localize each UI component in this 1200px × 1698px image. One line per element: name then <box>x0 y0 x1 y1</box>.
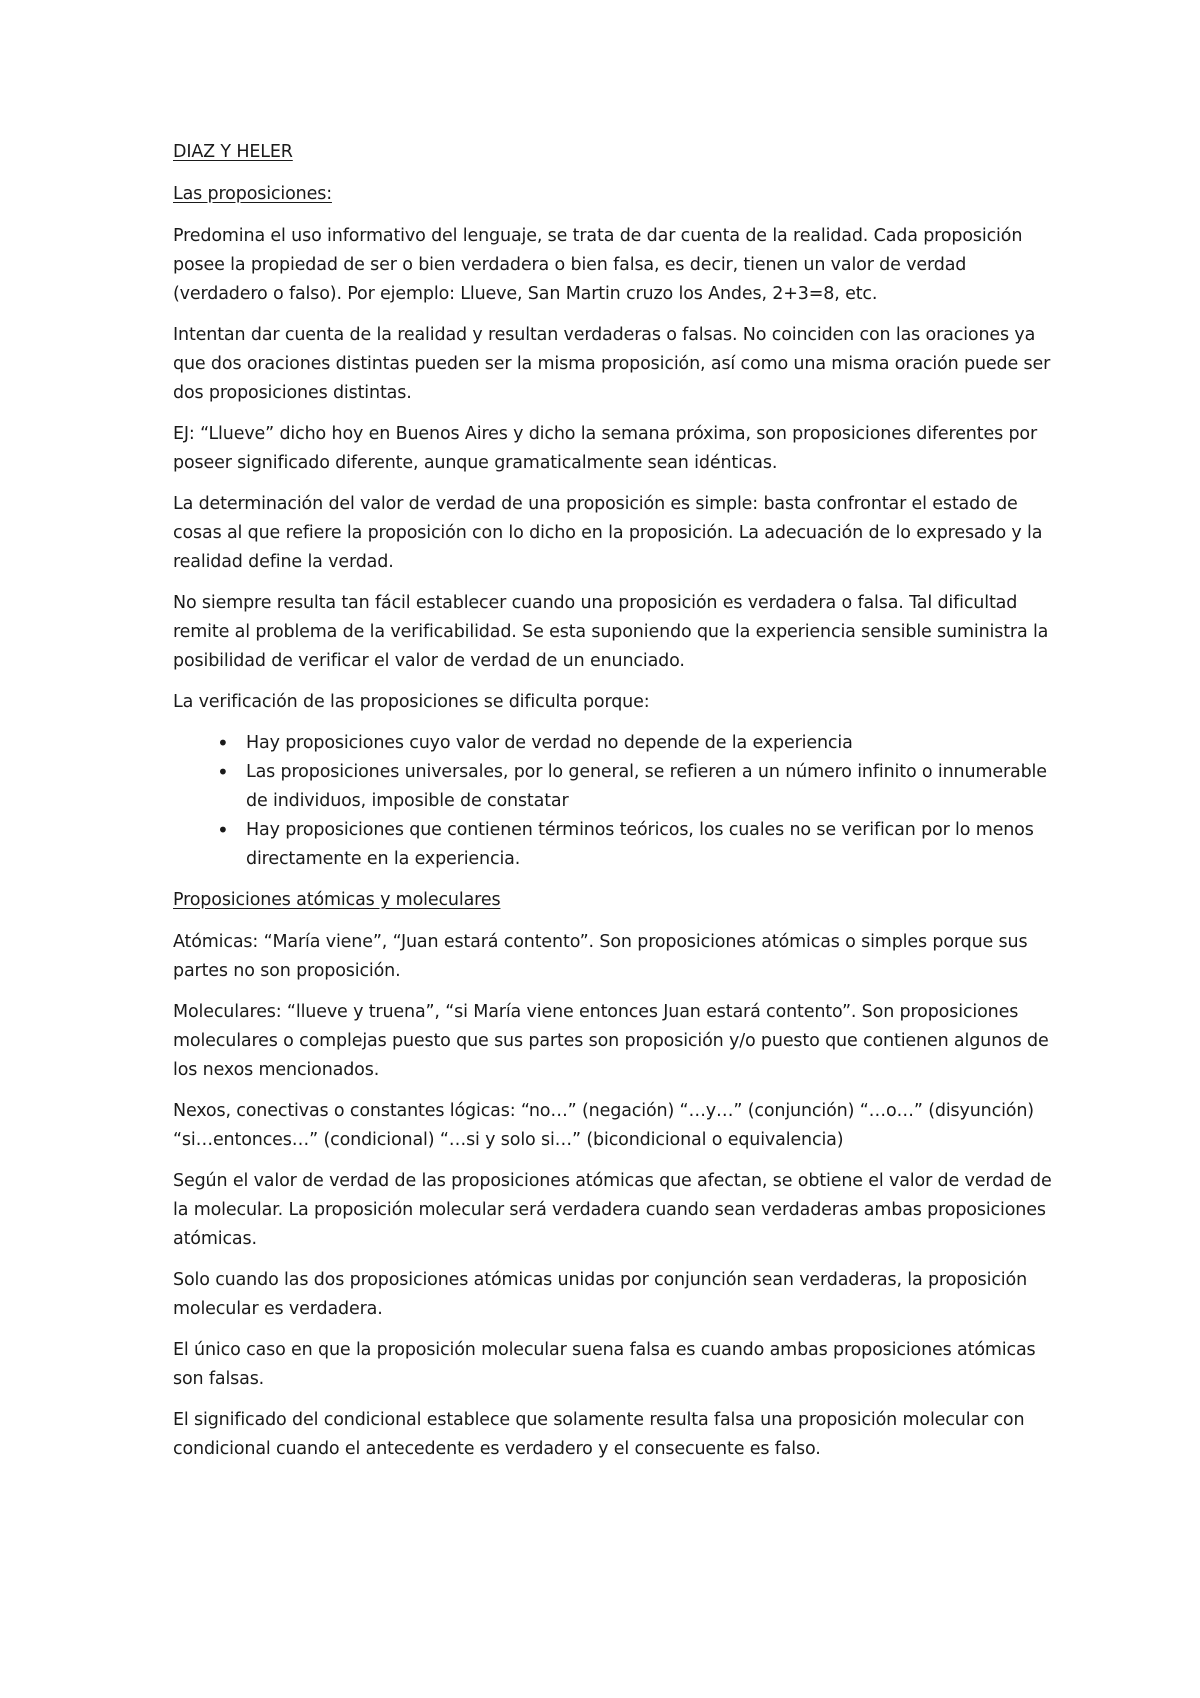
section-heading-proposiciones: Las proposiciones: <box>173 184 332 204</box>
paragraph-8: Moleculares: “llueve y truena”, “si María viene entonces Juan estará contento”. Son proposiciones moleculares o complejas puesto que sus partes son proposición y/o puesto que contienen algunos de los nexos mencionados. <box>173 1002 1049 1080</box>
paragraph-12: El único caso en que la proposición molecular suena falsa es cuando ambas proposiciones atómicas son falsas. <box>173 1340 1036 1389</box>
paragraph-4: La determinación del valor de verdad de una proposición es simple: basta confrontar el estado de cosas al que refiere la proposición con lo dicho en la proposición. La adecuación de lo expresado y la realidad define la verdad. <box>173 494 1043 572</box>
document-title: DIAZ Y HELER <box>173 142 293 162</box>
paragraph-1: Predomina el uso informativo del lenguaje, se trata de dar cuenta de la realidad. Cada proposición posee la propiedad de ser o bien verdadera o bien falsa, es decir, tienen un valor de verdad (verdadero o falso). Por ejemplo: Llueve, San Martin cruzo los Andes, 2+3=8, etc. <box>173 226 1023 304</box>
paragraph-10: Según el valor de verdad de las proposiciones atómicas que afectan, se obtiene el valor de verdad de la molecular. La proposición molecular será verdadera cuando sean verdaderas ambas proposiciones atómicas. <box>173 1171 1052 1249</box>
list-item: • Hay proposiciones que contienen términos teóricos, los cuales no se verifican por lo menos directamente en la experiencia. <box>173 816 1053 874</box>
paragraph-9: Nexos, conectivas o constantes lógicas: “no…” (negación) “…y…” (conjunción) “…o…” (disyunción) “si…entonces…” (condicional) “…si y solo si…” (bicondicional o equivalencia) <box>173 1101 1034 1150</box>
bullet-list <box>173 729 1053 874</box>
document-page <box>173 138 1053 1476</box>
list-item: • Hay proposiciones cuyo valor de verdad no depende de la experiencia <box>173 729 1053 758</box>
paragraph-13: El significado del condicional establece que solamente resulta falsa una proposición molecular con condicional cuando el antecedente es verdadero y el consecuente es falso. <box>173 1410 1025 1459</box>
paragraph-3: EJ: “Llueve” dicho hoy en Buenos Aires y dicho la semana próxima, son proposiciones diferentes por poseer significado diferente, aunque gramaticalmente sean idénticas. <box>173 424 1038 473</box>
section-heading-atomicas-moleculares: Proposiciones atómicas y moleculares <box>173 890 501 910</box>
paragraph-11: Solo cuando las dos proposiciones atómicas unidas por conjunción sean verdaderas, la proposición molecular es verdadera. <box>173 1270 1028 1319</box>
paragraph-6: La verificación de las proposiciones se dificulta porque: <box>173 692 650 712</box>
paragraph-5: No siempre resulta tan fácil establecer cuando una proposición es verdadera o falsa. Tal dificultad remite al problema de la verificabilidad. Se esta suponiendo que la experiencia sensible suministra la posibilidad de verificar el valor de verdad de un enunciado. <box>173 593 1049 671</box>
paragraph-7: Atómicas: “María viene”, “Juan estará contento”. Son proposiciones atómicas o simples porque sus partes no son proposición. <box>173 932 1028 981</box>
list-item: • Las proposiciones universales, por lo general, se refieren a un número infinito o innumerable de individuos, imposible de constatar <box>173 758 1053 816</box>
paragraph-2: Intentan dar cuenta de la realidad y resultan verdaderas o falsas. No coinciden con las oraciones ya que dos oraciones distintas pueden ser la misma proposición, así como una misma oración puede ser dos proposiciones distintas. <box>173 325 1051 403</box>
